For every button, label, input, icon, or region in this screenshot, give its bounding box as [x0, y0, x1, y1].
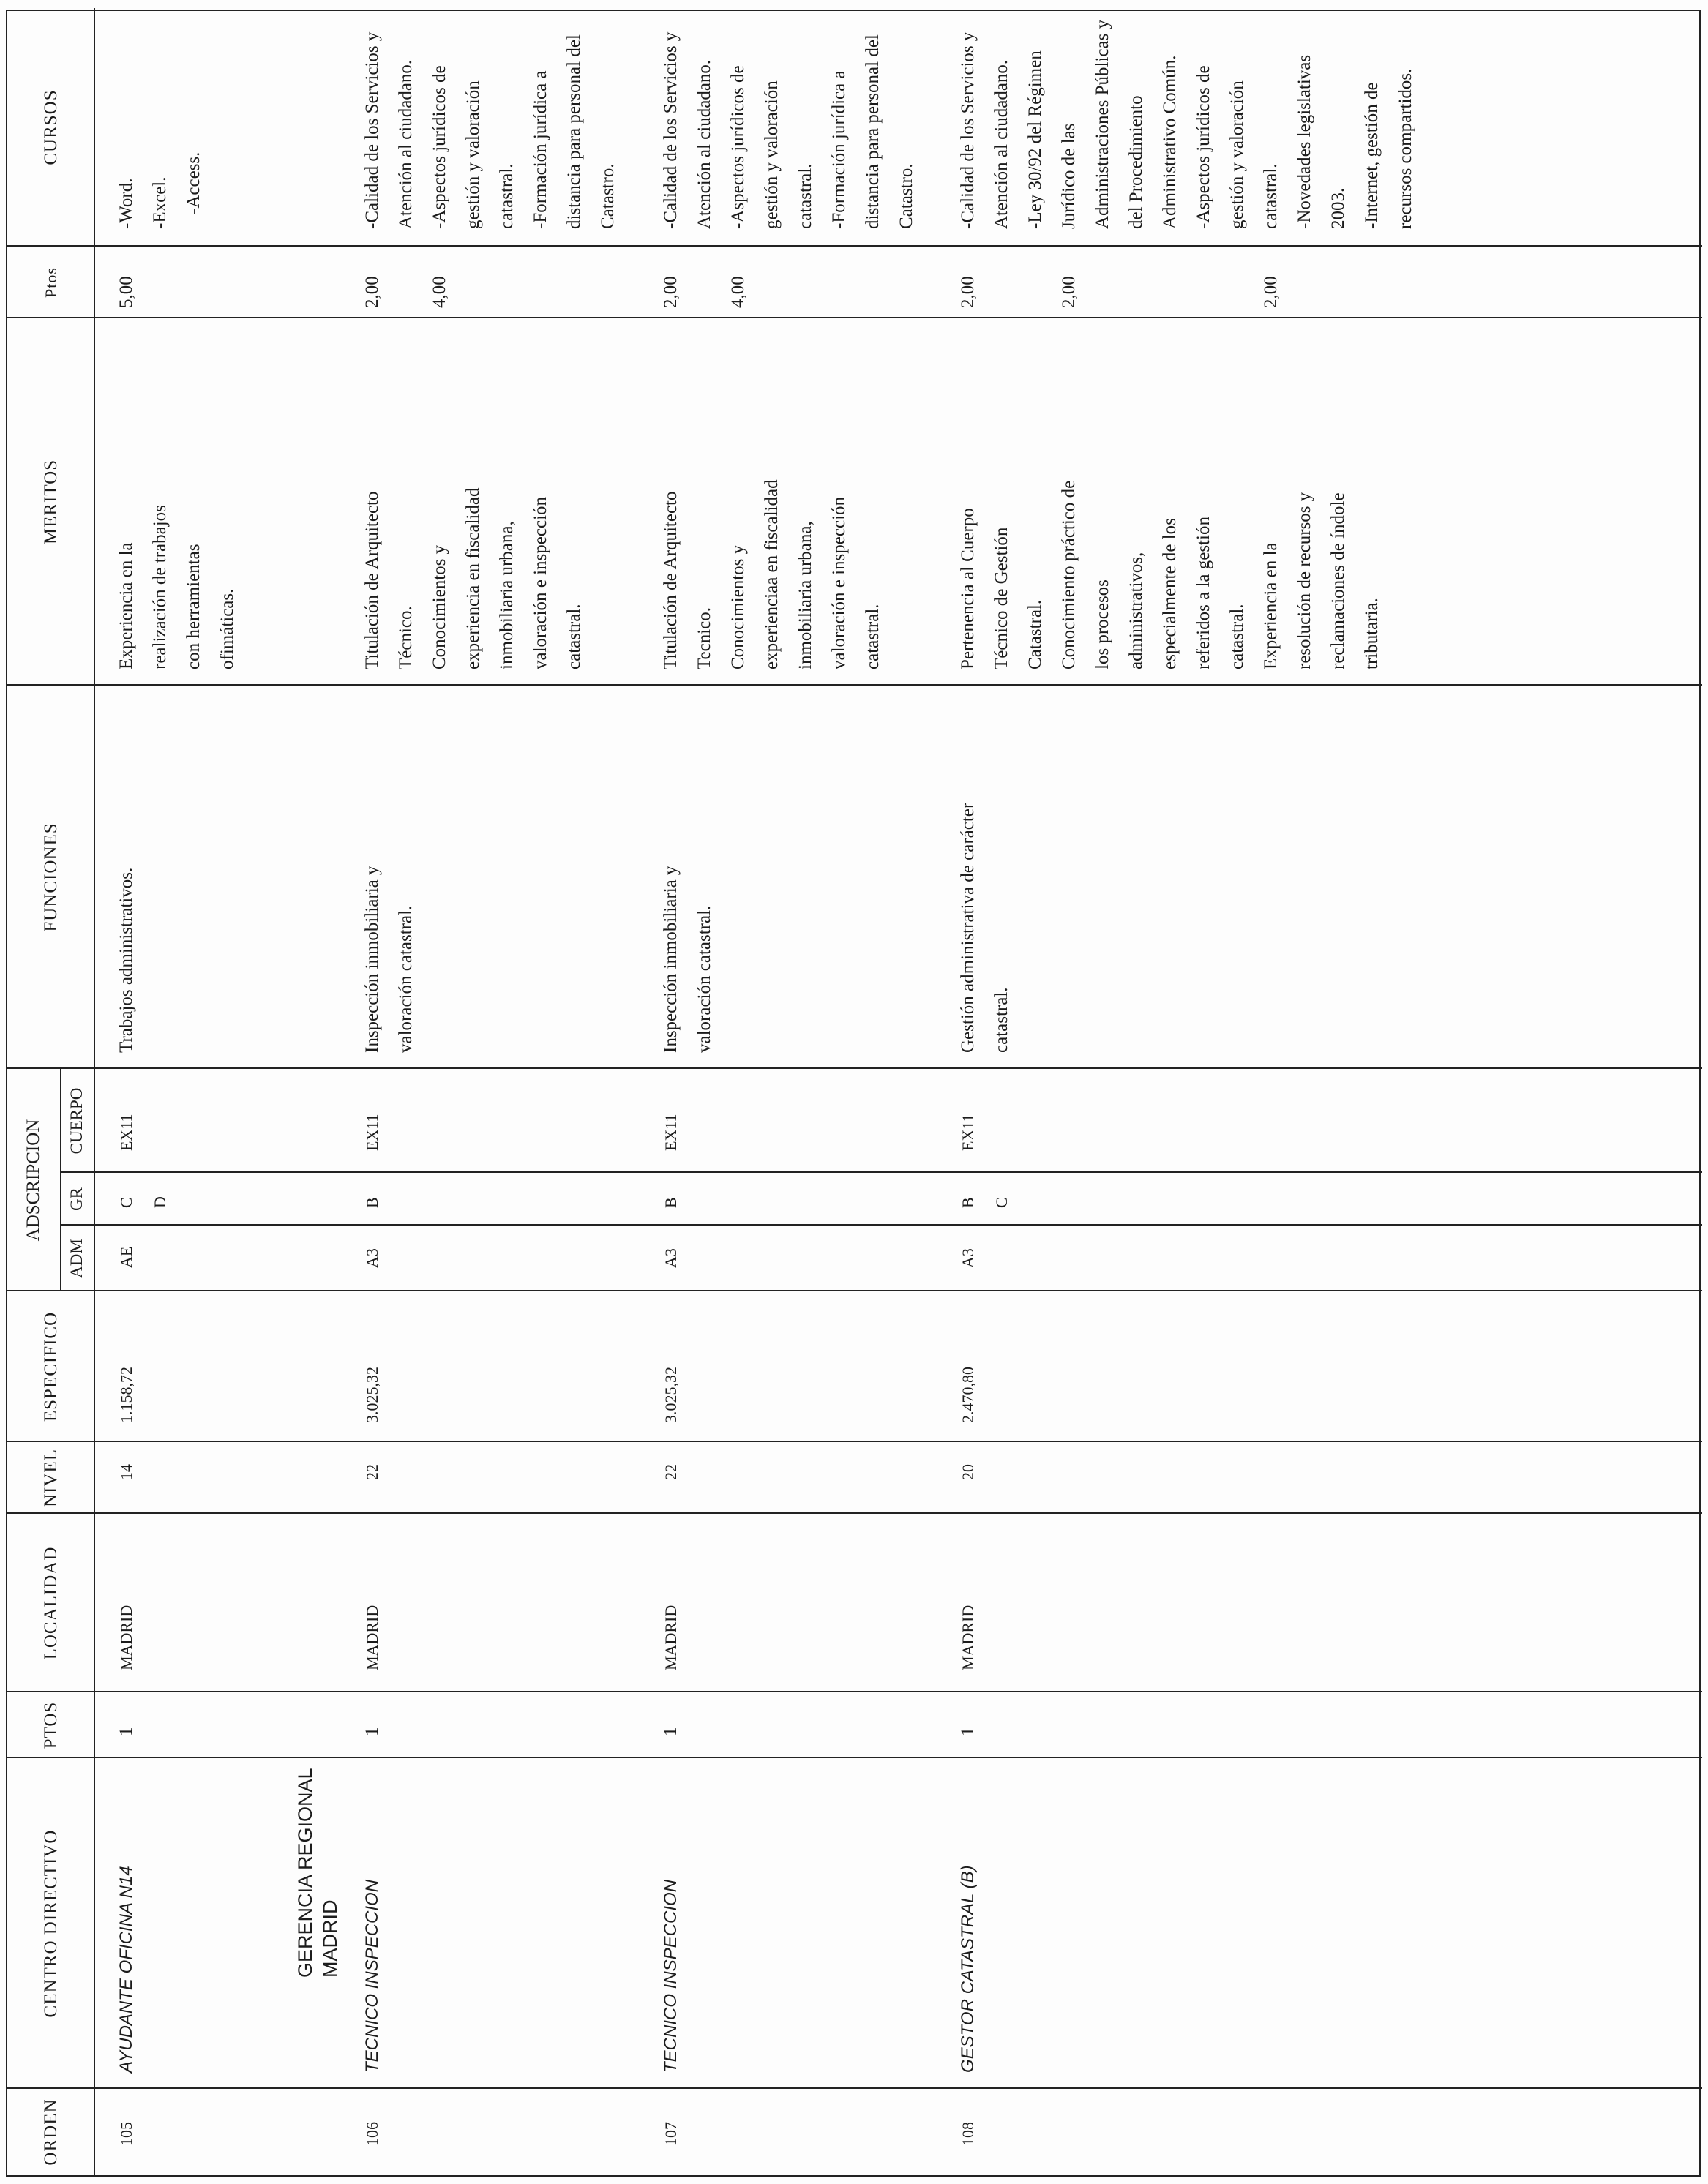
row-gr-2: D — [151, 1196, 169, 1208]
row-merito-line: Titulación de Arquitecto — [661, 491, 681, 669]
row-especifico: 2.470,80 — [959, 1367, 977, 1423]
row-nivel: 22 — [662, 1464, 680, 1480]
row-orden: 108 — [959, 2122, 977, 2146]
row-curso-line: -Calidad de los Servicios y — [661, 31, 681, 229]
row-gr: B — [363, 1197, 381, 1208]
col-divider — [7, 2087, 1702, 2089]
row-adm: A3 — [363, 1248, 381, 1268]
section-title-line1: GERENCIA REGIONAL — [294, 1768, 316, 1978]
header-gr: GR — [67, 1187, 86, 1211]
header-centro-directivo: CENTRO DIRECTIVO — [41, 1829, 61, 2018]
row-merito-line: experiencia en fiscalidad — [463, 487, 483, 669]
row-merito-ptos: 2,00 — [661, 276, 681, 308]
row-curso-line: 2003. — [1328, 187, 1348, 229]
row-funciones-line: Trabajos administrativos. — [116, 867, 136, 1053]
col-divider — [7, 1691, 1702, 1692]
row-curso-line: Administraciones Públicas y — [1093, 19, 1112, 229]
row-funciones-line: valoración catastral. — [694, 905, 714, 1053]
row-merito-ptos: 2,00 — [1059, 276, 1079, 308]
row-merito-line: referidos a la gestión — [1194, 517, 1213, 669]
row-funciones-line: Gestión administrativa de carácter — [958, 802, 978, 1053]
row-gr-2: C — [992, 1197, 1011, 1208]
row-merito-line: ofimáticas. — [217, 588, 237, 669]
row-curso-line: -Access. — [184, 151, 203, 214]
row-merito-line: especialmente de los — [1160, 518, 1180, 669]
row-merito-line: Tecnico. — [694, 607, 714, 669]
row-merito-line: administrativos, — [1126, 552, 1146, 669]
row-merito-line: valoración e inspección — [531, 496, 550, 669]
col-divider — [7, 1512, 1702, 1514]
row-merito-line: los procesos — [1093, 579, 1112, 669]
row-curso-line: recursos compartidos. — [1396, 68, 1415, 229]
row-cuerpo: EX11 — [959, 1114, 977, 1151]
col-divider — [60, 1171, 1702, 1173]
row-merito-ptos: 4,00 — [430, 276, 449, 308]
header-meritos: MERITOS — [41, 459, 61, 545]
row-adm: A3 — [662, 1248, 680, 1268]
row-curso-line: distancia para personal del — [863, 34, 883, 229]
row-merito-line: inmobiliaria urbana, — [795, 521, 815, 669]
row-curso-line: gestión y valoración — [1227, 80, 1247, 229]
row-gr: B — [959, 1197, 977, 1208]
row-curso-line: gestión y valoración — [762, 80, 782, 229]
row-adm: A3 — [959, 1248, 977, 1268]
row-ptos: 1 — [116, 1727, 136, 1736]
row-merito-line: tributaria. — [1362, 598, 1382, 669]
row-ptos: 1 — [958, 1727, 978, 1736]
row-ptos: 1 — [362, 1727, 382, 1736]
col-divider — [7, 684, 1702, 686]
row-puesto: TECNICO INSPECCION — [661, 1879, 681, 2073]
row-ptos: 1 — [661, 1727, 681, 1736]
col-divider — [7, 1067, 1702, 1069]
header-especifico: ESPECIFICO — [41, 1311, 61, 1422]
header-cuerpo: CUERPO — [67, 1087, 86, 1155]
row-orden: 105 — [117, 2122, 135, 2146]
row-curso-line: gestión y valoración — [463, 80, 483, 229]
row-merito-line: reclamaciones de índole — [1328, 492, 1348, 669]
row-puesto: TECNICO INSPECCION — [362, 1879, 382, 2073]
row-merito-line: catastral. — [564, 604, 584, 669]
row-curso-line: -Internet, gestión de — [1362, 82, 1382, 229]
row-nivel: 22 — [363, 1464, 381, 1480]
row-curso-line: Administrativo Común. — [1160, 55, 1180, 229]
header-localidad: LOCALIDAD — [41, 1546, 61, 1660]
row-merito-line: realización de trabajos — [150, 505, 170, 669]
header-funciones: FUNCIONES — [41, 822, 61, 932]
row-localidad: MADRID — [117, 1605, 135, 1670]
col-divider — [7, 1441, 1702, 1442]
row-merito-line: catastral. — [1227, 604, 1247, 669]
row-nivel: 20 — [959, 1464, 977, 1480]
row-cuerpo: EX11 — [117, 1114, 135, 1151]
row-merito-line: Técnico de Gestión — [992, 527, 1011, 669]
row-merito-line: Conocimiento práctico de — [1059, 480, 1079, 669]
row-merito-ptos: 2,00 — [1261, 276, 1281, 308]
row-curso-line: -Ley 30/92 del Régimen — [1025, 50, 1045, 229]
header-nivel: NIVEL — [41, 1449, 61, 1507]
row-cuerpo: EX11 — [363, 1114, 381, 1151]
row-especifico: 3.025,32 — [363, 1367, 381, 1423]
row-curso-line: Jurídico de las — [1059, 123, 1079, 229]
row-merito-line: Catastral. — [1025, 599, 1045, 669]
row-puesto: AYUDANTE OFICINA N14 — [116, 1866, 136, 2073]
row-merito-line: con herramientas — [184, 544, 203, 669]
row-curso-line: catastral. — [1261, 163, 1281, 229]
header-ptos: PTOS — [41, 1701, 61, 1749]
row-adm: AE — [117, 1246, 135, 1268]
col-divider — [7, 1757, 1702, 1758]
row-curso-line: -Formación jurídica a — [829, 70, 849, 229]
row-curso-line: catastral. — [795, 163, 815, 229]
row-curso-line: -Formación jurídica a — [531, 70, 550, 229]
row-merito-line: resolución de recursos y — [1295, 492, 1314, 669]
header-ptos-meritos: Ptos — [42, 267, 60, 298]
row-merito-ptos: 2,00 — [362, 276, 382, 308]
row-merito-ptos: 2,00 — [958, 276, 978, 308]
row-curso-line: del Procedimiento — [1126, 95, 1146, 229]
header-orden: ORDEN — [41, 2098, 61, 2166]
row-merito-line: Pertenencia al Cuerpo — [958, 508, 978, 669]
row-localidad: MADRID — [662, 1605, 680, 1670]
row-merito-line: catastral. — [863, 604, 883, 669]
row-especifico: 1.158,72 — [117, 1367, 135, 1423]
row-merito-line: valoración e inspección — [829, 496, 849, 669]
row-curso-line: -Aspectos jurídicos de — [1194, 65, 1213, 229]
row-funciones-line: Inspección inmobiliaria y — [661, 866, 681, 1053]
row-puesto: GESTOR CATASTRAL (B) — [958, 1865, 978, 2073]
row-curso-line: -Excel. — [150, 176, 170, 229]
row-curso-line: Atención al ciudadano. — [694, 59, 714, 229]
row-curso-line: Catastro. — [598, 163, 618, 229]
row-especifico: 3.025,32 — [662, 1367, 680, 1423]
row-nivel: 14 — [117, 1464, 135, 1480]
row-merito-line: Conocimientos y — [728, 544, 748, 669]
row-merito-line: Conocimientos y — [430, 544, 449, 669]
row-localidad: MADRID — [959, 1605, 977, 1670]
row-merito-line: Técnico. — [396, 606, 416, 669]
col-divider — [7, 245, 1702, 247]
row-merito-line: Experiencia en la — [116, 542, 136, 669]
row-curso-line: -Aspectos jurídicos de — [430, 65, 449, 229]
row-curso-line: catastral. — [497, 163, 517, 229]
row-curso-line: Atención al ciudadano. — [396, 59, 416, 229]
row-curso-line: -Novedades legislativas — [1295, 54, 1314, 229]
row-gr: B — [662, 1197, 680, 1208]
row-curso-line: -Word. — [116, 178, 136, 229]
section-title-line2: MADRID — [319, 1899, 341, 1978]
row-orden: 106 — [363, 2122, 381, 2146]
row-localidad: MADRID — [363, 1605, 381, 1670]
row-curso-line: -Calidad de los Servicios y — [362, 31, 382, 229]
row-cuerpo: EX11 — [662, 1114, 680, 1151]
row-merito-line: experienciaa en fiscalidad — [762, 479, 782, 669]
row-funciones-line: valoración catastral. — [396, 905, 416, 1053]
row-orden: 107 — [662, 2122, 680, 2146]
col-divider — [7, 1290, 1702, 1291]
header-cursos: CURSOS — [41, 89, 61, 165]
header-adm: ADM — [67, 1239, 86, 1278]
row-merito-ptos: 5,00 — [116, 276, 136, 308]
row-curso-line: -Calidad de los Servicios y — [958, 31, 978, 229]
row-merito-ptos: 4,00 — [728, 276, 748, 308]
header-adscripcion: ADSCRIPCION — [23, 1119, 43, 1242]
row-funciones-line: Inspección inmobiliaria y — [362, 866, 382, 1053]
row-merito-line: Titulación de Arquitecto — [362, 491, 382, 669]
row-merito-line: inmobiliaria urbana, — [497, 521, 517, 669]
row-merito-line: Experiencia en la — [1261, 542, 1281, 669]
row-gr: C — [117, 1197, 135, 1208]
row-curso-line: Atención al ciudadano. — [992, 59, 1011, 229]
col-divider — [60, 1224, 1702, 1226]
row-curso-line: -Aspectos jurídicos de — [728, 65, 748, 229]
row-curso-line: distancia para personal del — [564, 34, 584, 229]
positions-table — [6, 10, 1701, 2177]
col-divider — [7, 317, 1702, 318]
row-funciones-line: catastral. — [992, 987, 1011, 1053]
row-curso-line: Catastro. — [896, 163, 916, 229]
